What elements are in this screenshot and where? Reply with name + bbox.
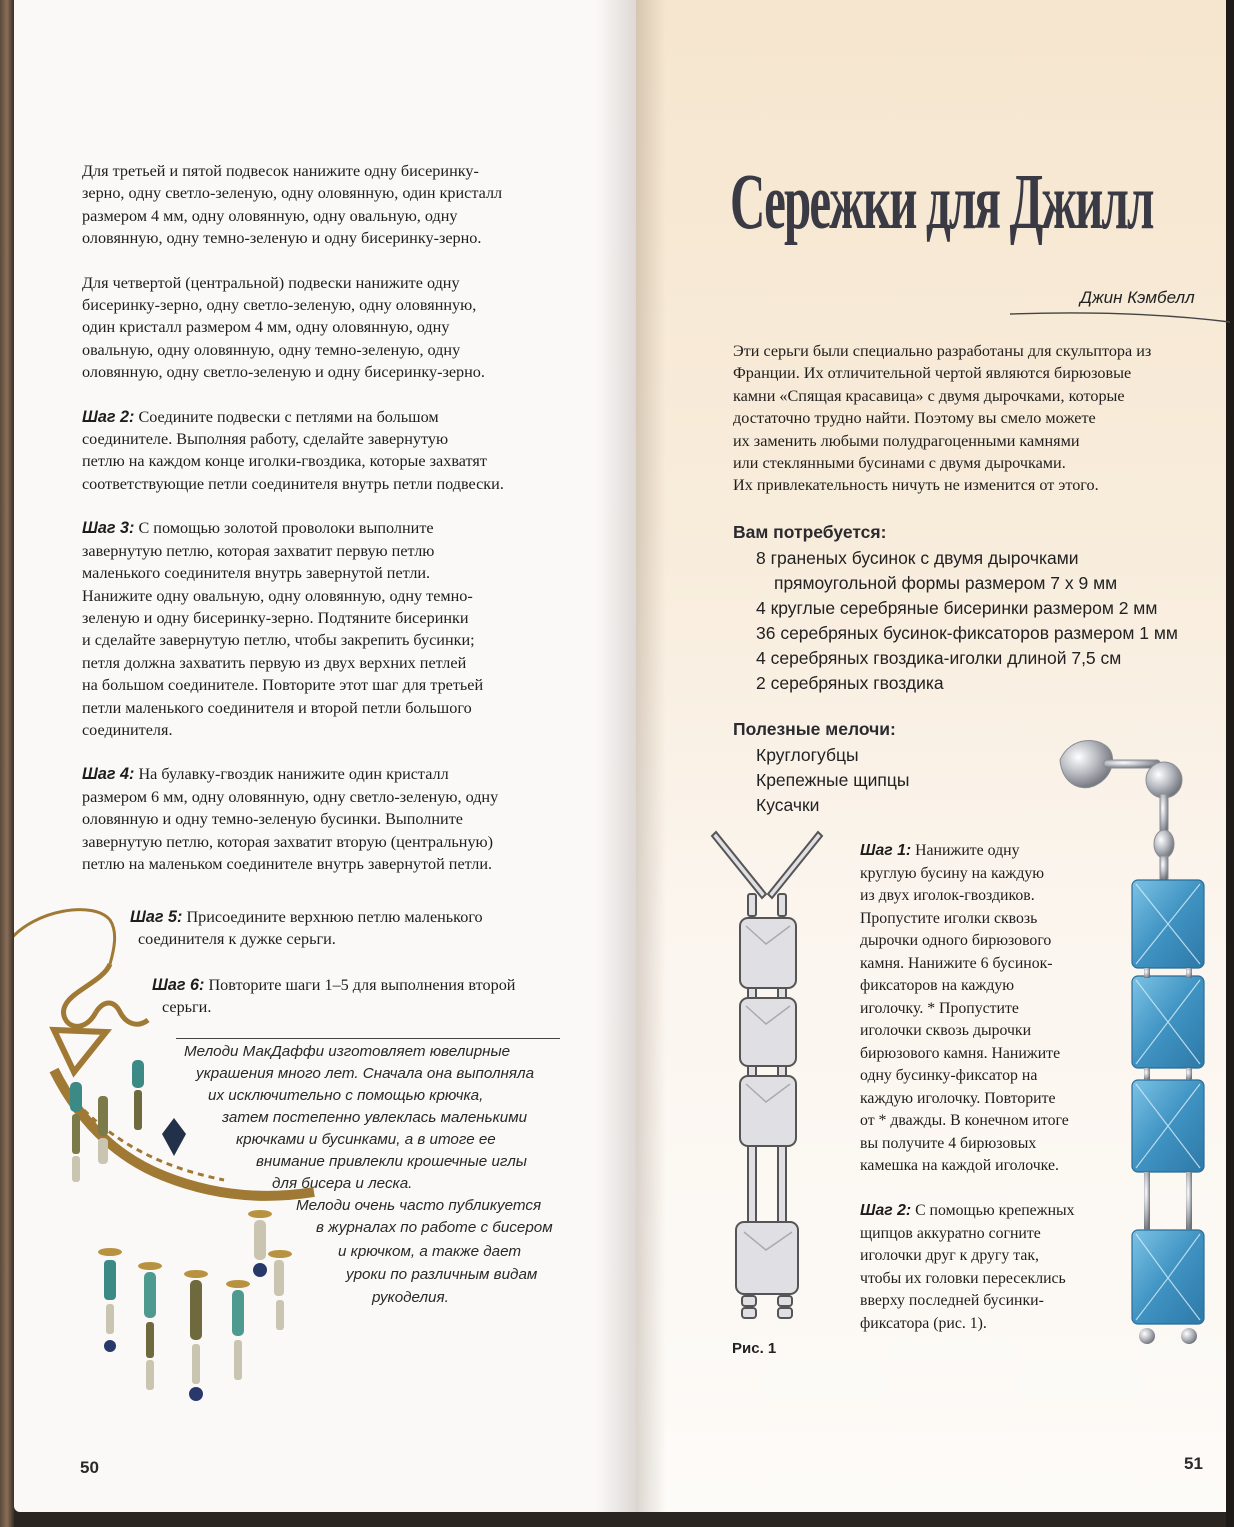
text-line: один кристалл размером 4 мм, одну оловянную, одну <box>82 318 450 337</box>
tools-list <box>756 743 909 818</box>
text-line: их заменить любыми полудрагоценными камнями <box>733 431 1080 450</box>
text-line: На булавку-гвоздик нанижите один кристалл <box>134 765 449 784</box>
text-line: серьги. <box>162 998 212 1017</box>
text-line: из двух иголок-гвоздиков. <box>860 887 1035 904</box>
list-item: 4 серебряных гвоздика-иголки длиной 7,5 см <box>756 648 1122 668</box>
text-line: достаточно трудно найти. Поэтому вы смело можете <box>733 409 1096 428</box>
text-line: Эти серьги были специально разработаны для скульптора из <box>733 342 1152 360</box>
bio-line: рукоделия. <box>372 1289 449 1306</box>
text-line: завернутую петлю, которая захватит первую петлю <box>82 541 435 560</box>
text-line: вы получите 4 бирюзовых <box>860 1134 1037 1152</box>
step-2-label: Шаг 2: <box>82 407 135 426</box>
text-line: каждую иголочку. Повторите <box>860 1089 1056 1107</box>
text-line: Нанижите одну <box>911 842 1020 859</box>
text-line: соединителя к дужке серьги. <box>138 930 336 949</box>
text-line: и сделайте завернутую петлю, чтобы закрепить бусинки; <box>82 631 475 650</box>
text-line: размером 4 мм, одну оловянную, одну овальную, одну <box>82 206 458 225</box>
book-edge-right <box>1226 0 1234 1527</box>
list-item: 4 круглые серебряные бисеринки размером 2 мм <box>756 598 1158 618</box>
text-line: оловянную, одну светло-зеленую и одну бисеринку-зерно. <box>82 363 485 382</box>
text-line: Их привлекательность ничуть не изменится от этого. <box>733 476 1099 495</box>
page-number-right: 51 <box>1184 1454 1203 1473</box>
tools-heading: Полезные мелочи: <box>733 719 896 739</box>
text-line: петли маленького соединителя и второй петли большого <box>82 698 472 717</box>
bio-line: и крючком, а также дает <box>338 1243 521 1260</box>
figure-1-diagram <box>706 822 828 1332</box>
text-line: С помощью крепежных <box>911 1202 1075 1219</box>
text-line: соединителе. Выполняя работу, сделайте завернутую <box>82 430 449 449</box>
text-line: Для третьей и пятой подвесок нанижите одну бисеринку- <box>82 162 479 180</box>
text-line: петля должна захватить первую из двух верхних петлей <box>82 653 467 672</box>
text-line: зерно, одну светло-зеленую, одну оловянную, один кристалл <box>82 184 503 203</box>
text-line: Франции. Их отличительной чертой являются бирюзовые <box>733 364 1132 383</box>
text-line: Присоедините верхнюю петлю маленького <box>182 908 483 926</box>
intro-paragraph <box>733 340 1213 497</box>
bio-line: затем постепенно увлеклась маленькими <box>222 1109 528 1126</box>
text-line: камни «Спящая красавица» с двумя дырочками, которые <box>733 386 1125 405</box>
bio-line: украшения много лет. Сначала она выполняла <box>196 1065 535 1082</box>
text-line: на большом соединителе. Повторите этот шаг для третьей <box>82 676 484 695</box>
step-4-paragraph <box>82 763 572 875</box>
step-3-label: Шаг 3: <box>82 519 135 538</box>
text-line: маленького соединителя внутрь завернутой петли. <box>82 564 431 583</box>
text-line: соответствующие петли соединителя внутрь петли подвески. <box>82 474 504 493</box>
text-line: овальную, одну оловянную, одну темно-зеленую, одну <box>82 340 461 359</box>
text-line: бирюзового камня. Нанижите <box>860 1044 1061 1062</box>
bio-line: внимание привлекли крошечные иглы <box>256 1153 527 1170</box>
bio-line: их исключительно с помощью крючка, <box>208 1087 484 1104</box>
text-line: вверху последней бусинки- <box>860 1292 1044 1309</box>
bio-line: крючками и бусинками, а в итоге ее <box>236 1131 496 1148</box>
step-2-label: Шаг 2: <box>860 1202 912 1219</box>
text-line: иголочку. * Пропустите <box>860 999 1019 1017</box>
turquoise-earring-photo <box>1050 730 1226 1360</box>
page-title: Сережки для Джилл <box>730 159 1153 246</box>
step-3-paragraph <box>82 517 572 741</box>
figure-caption: Рис. 1 <box>732 1340 777 1357</box>
step-5-label: Шаг 5: <box>130 908 183 926</box>
list-item: 36 серебряных бусинок-фиксаторов размером 1 мм <box>756 623 1178 643</box>
text-line: камня. Нанижите 6 бусинок- <box>860 954 1053 972</box>
list-item: 2 серебряных гвоздика <box>756 673 944 693</box>
text-line: дырочки одного бирюзового <box>860 932 1052 949</box>
step-2-paragraph <box>82 406 572 496</box>
author-name: Джин Кэмбелл <box>1080 288 1195 307</box>
text-line: фиксаторов на каждую <box>860 977 1015 994</box>
text-line: щипцов аккуратно согните <box>860 1224 1041 1242</box>
list-item: Крепежные щипцы <box>756 770 910 790</box>
left-paragraph-1 <box>82 160 572 897</box>
text-line: от * дважды. В конечном итоге <box>860 1112 1069 1129</box>
bio-line: для бисера и леска. <box>272 1175 413 1192</box>
bio-line: Мелоди МакДаффи изготовляет ювелирные <box>184 1043 511 1060</box>
page-number-left: 50 <box>80 1458 99 1477</box>
text-line: иголочки друг к другу так, <box>860 1247 1039 1264</box>
text-line: Нанижите одну овальную, одну оловянную, одну темно- <box>82 586 473 605</box>
list-item: Круглогубцы <box>756 745 859 765</box>
list-item: 8 граненых бусинок с двумя дырочками <box>756 548 1079 568</box>
text-line: одну бусинку-фиксатор на <box>860 1067 1038 1084</box>
text-line: зеленую и одну бисеринку-зерно. Подтяните бисеринки <box>82 608 469 627</box>
step-1-label: Шаг 1: <box>860 842 912 859</box>
text-line: С помощью золотой проволоки выполните <box>134 519 434 538</box>
text-line: или стеклянными бусинами с двумя дырочками. <box>733 454 1066 473</box>
list-item: Кусачки <box>756 795 820 815</box>
text-line: Для четвертой (центральной) подвески нанижите одну <box>82 273 460 292</box>
text-line: бисеринку-зерно, одну светло-зеленую, одну оловянную, <box>82 296 477 315</box>
text-line: Повторите шаги 1–5 для выполнения второй <box>204 976 516 994</box>
step-6-label: Шаг 6: <box>152 976 205 994</box>
chandelier-earring-photo <box>14 900 334 1480</box>
text-line: завернутую петлю, которая захватит вторую (центральную) <box>82 832 494 851</box>
text-line: соединителя. <box>82 720 173 739</box>
bio-line: Мелоди очень часто публикуется <box>296 1197 542 1214</box>
text-line: оловянную, одну темно-зеленую и одну бисеринку-зерно. <box>82 229 482 248</box>
list-item: прямоугольной формы размером 7 х 9 мм <box>774 573 1118 593</box>
step-4-label: Шаг 4: <box>82 765 135 784</box>
bio-line: уроки по различным видам <box>346 1266 538 1283</box>
text-line: иголочки сквозь дырочки <box>860 1022 1032 1039</box>
text-line: чтобы их головки пересеклись <box>860 1269 1066 1287</box>
book-edge-left <box>0 0 14 1527</box>
text-line: оловянную и одну темно-зеленую бусинки. Выполните <box>82 810 463 829</box>
bio-line: в журналах по работе с бисером <box>316 1219 553 1236</box>
materials-list <box>756 546 1178 696</box>
text-line: камешка на каждой иголочке. <box>860 1157 1059 1174</box>
text-line: размером 6 мм, одну оловянную, одну светло-зеленую, одну <box>82 787 499 806</box>
text-line: петлю на каждом конце иголки-гвоздика, которые захватят <box>82 452 487 471</box>
author-underline <box>1010 300 1230 324</box>
materials-heading: Вам потребуется: <box>733 522 887 542</box>
text-line: петлю на маленьком соединителе внутрь завернутой петли. <box>82 854 493 873</box>
text-line: Пропустите иголки сквозь <box>860 909 1038 927</box>
text-line: круглую бусину на каждую <box>860 864 1045 882</box>
text-line: фиксатора (рис. 1). <box>860 1314 987 1332</box>
text-line: Соедините подвески с петлями на большом <box>134 407 439 426</box>
